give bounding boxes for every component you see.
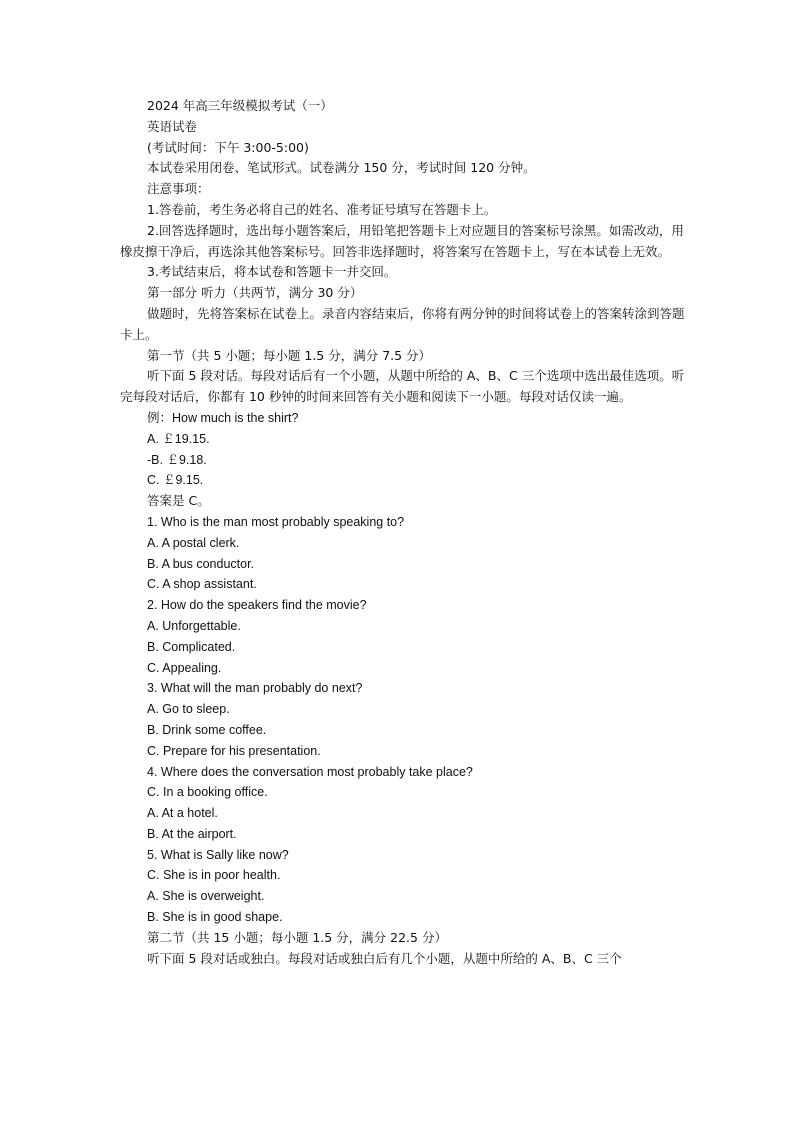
example-option-b: -B. ￡9.18. [147,452,207,467]
question-4-option-3: B. At the airport. [147,826,237,841]
exam-time: (考试时间：下午 3:00-5:00) [147,139,309,155]
document-body [120,96,686,969]
question-4: 4. Where does the conversation most probably take place? [147,764,473,779]
question-2-option-a: A. Unforgettable. [147,618,241,633]
example-option-c: C. ￡9.15. [147,473,204,488]
question-4-option-1: C. In a booking office. [147,785,268,800]
question-2-option-c: C. Appealing. [147,660,222,675]
section1-instructions: 听下面 5 段对话。每段对话后有一个小题，从题中所给的 A、B、C 三个选项中选出最佳选项。听完每段对话后，你都有 10 秒钟的时间来回答有关小题和阅读下一小题。每段对话仅读一遍。 [120,368,685,405]
notes-heading: 注意事项： [147,181,210,197]
section1-heading: 第一节（共 5 小题；每小题 1.5 分，满分 7.5 分） [147,347,432,363]
section2-instructions: 听下面 5 段对话或独白。每段对话或独白后有几个小题，从题中所给的 A、B、C 三个 [147,950,622,966]
question-2: 2. How do the speakers find the movie? [147,598,367,613]
question-3-option-c: C. Prepare for his presentation. [147,743,321,758]
question-5-option-1: C. She is in poor health. [147,868,281,883]
example-option-a: A. ￡19.15. [147,431,210,446]
note-2: 2.回答选择题时，选出每小题答案后，用铅笔把答题卡上对应题目的答案标号涂黑。如需改动，用橡皮擦干净后，再选涂其他答案标号。回答非选择题时，将答案写在答题卡上，写在本试卷上无效。 [120,222,684,259]
question-1-option-b: B. A bus conductor. [147,556,255,571]
example-question: 例：How much is the shirt? [147,410,299,425]
question-5-option-2: A. She is overweight. [147,889,265,904]
note-1: 1.答卷前，考生务必将自己的姓名、准考证号填写在答题卡上。 [147,201,497,217]
question-3-option-b: B. Drink some coffee. [147,722,267,737]
part1-heading: 第一部分 听力（共两节，满分 30 分） [147,285,363,301]
question-3: 3. What will the man probably do next? [147,681,363,696]
question-2-option-b: B. Complicated. [147,639,236,654]
exam-title: 2024 年高三年级模拟考试（一） [147,98,333,113]
exam-intro: 本试卷采用闭卷、笔试形式。试卷满分 150 分，考试时间 120 分钟。 [147,160,536,176]
question-5-option-3: B. She is in good shape. [147,910,283,925]
section2-heading: 第二节（共 15 小题；每小题 1.5 分，满分 22.5 分） [147,929,447,945]
note-3: 3.考试结束后，将本试卷和答题卡一并交回。 [147,264,397,280]
subject-title: 英语试卷 [147,118,198,134]
question-1-option-a: A. A postal clerk. [147,535,240,550]
question-1-option-c: C. A shop assistant. [147,577,257,592]
question-5: 5. What is Sally like now? [147,847,289,862]
question-4-option-2: A. At a hotel. [147,806,218,821]
question-1: 1. Who is the man most probably speaking to? [147,514,405,529]
example-answer: 答案是 C。 [147,493,210,509]
part1-instructions: 做题时，先将答案标在试卷上。录音内容结束后，你将有两分钟的时间将试卷上的答案转涂到答题卡上。 [120,305,685,342]
question-3-option-a: A. Go to sleep. [147,702,230,717]
